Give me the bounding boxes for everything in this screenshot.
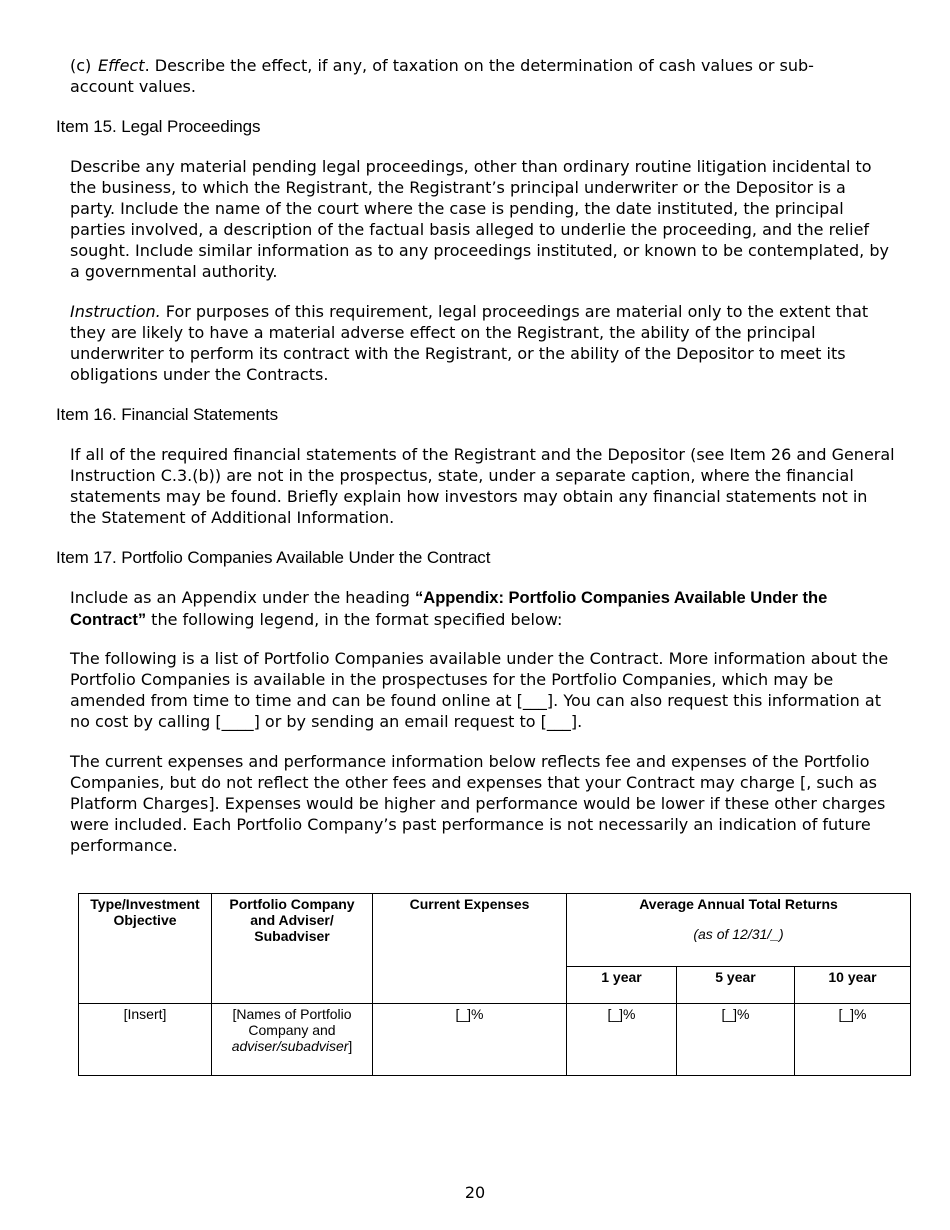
header-returns-asof: (as of 12/31/_): [693, 926, 784, 942]
header-company: Portfolio Company and Adviser/ Subadviser: [212, 894, 373, 1004]
header-type: Type/Investment Objective: [79, 894, 212, 1004]
header-expenses: Current Expenses: [373, 894, 567, 1004]
cell-company-pre: [Names of Portfolio Company and: [232, 1006, 352, 1038]
item-c-label: (c): [70, 56, 92, 75]
cell-type: [Insert]: [79, 1004, 212, 1076]
item17-para1-post: the following legend, in the format specified below:: [146, 610, 563, 629]
cell-10-year: [_]%: [795, 1004, 911, 1076]
cell-company-post: ]: [348, 1038, 353, 1054]
item17-heading: Item 17. Portfolio Companies Available Under the Contract: [56, 548, 491, 567]
header-returns: [567, 894, 911, 967]
item15-heading: Item 15. Legal Proceedings: [56, 117, 261, 136]
cell-5-year: [_]%: [677, 1004, 795, 1076]
item17-para1-pre: Include as an Appendix under the heading: [70, 588, 416, 607]
item17-paragraph-3: The current expenses and performance information below reflects fee and expenses of the Portfolio Companies, but do not reflect the other fees and expenses that your Contract may charge [, such as Platform Charges]. Expenses would be higher and performance would be lower if these other charges were included. Each Portfolio Company’s past performance is not necessarily an indication of future performance.: [70, 752, 886, 855]
item15-instruction: [70, 301, 895, 385]
item17-paragraph-2: The following is a list of Portfolio Companies available under the Contract. More information about the Portfolio Companies is available in the prospectuses for the Portfolio Companies, which may be amended from time to time and can be found online at [___]. You can also request this information at no cost by calling [____] or by sending an email request to [___].: [70, 649, 889, 731]
item-c-term: Effect: [98, 56, 145, 75]
item-c-text: . Describe the effect, if any, of taxation on the determination of cash values or sub-account values.: [70, 56, 814, 96]
header-10-year: 10 year: [795, 967, 911, 1004]
instruction-text: For purposes of this requirement, legal proceedings are material only to the extent that they are likely to have a material adverse effect on the Registrant, the ability of the principal underwriter to perform its contract with the Registrant, or the ability of the Depositor to meet its obligations under the Contracts.: [70, 302, 869, 384]
item17-paragraph-1: [70, 587, 895, 631]
item16-paragraph: If all of the required financial statements of the Registrant and the Depositor (see Item 26 and General Instruction C.3.(b)) are not in the prospectus, state, under a separate caption, where the financial statements may be found. Briefly explain how investors may obtain any financial statements not in the Statement of Additional Information.: [70, 445, 895, 527]
header-returns-title: Average Annual Total Returns: [639, 896, 838, 912]
item-c-paragraph: [70, 55, 870, 97]
item15-paragraph: Describe any material pending legal proceedings, other than ordinary routine litigation incidental to the business, to which the Registrant, the Registrant’s principal underwriter or the Depositor is a party. Include the name of the court where the case is pending, the date instituted, the principal parties involved, a description of the factual basis alleged to underlie the proceeding, and the relief sought. Include similar information as to any proceedings instituted, or known to be contemplated, by a governmental authority.: [70, 157, 889, 281]
cell-company-italic: adviser/subadviser: [231, 1038, 349, 1054]
cell-company: [212, 1004, 373, 1076]
appendix-heading-text: “Appendix: Portfolio Companies Available Under the Contract”: [70, 589, 828, 629]
table-row: [79, 1004, 911, 1076]
cell-expenses: [_]%: [373, 1004, 567, 1076]
portfolio-companies-table: [78, 893, 911, 1076]
item16-heading: Item 16. Financial Statements: [56, 405, 278, 424]
header-5-year: 5 year: [677, 967, 795, 1004]
instruction-label: Instruction.: [70, 302, 161, 321]
page-number: 20: [464, 1183, 486, 1202]
cell-1-year: [_]%: [567, 1004, 677, 1076]
header-1-year: 1 year: [567, 967, 677, 1004]
